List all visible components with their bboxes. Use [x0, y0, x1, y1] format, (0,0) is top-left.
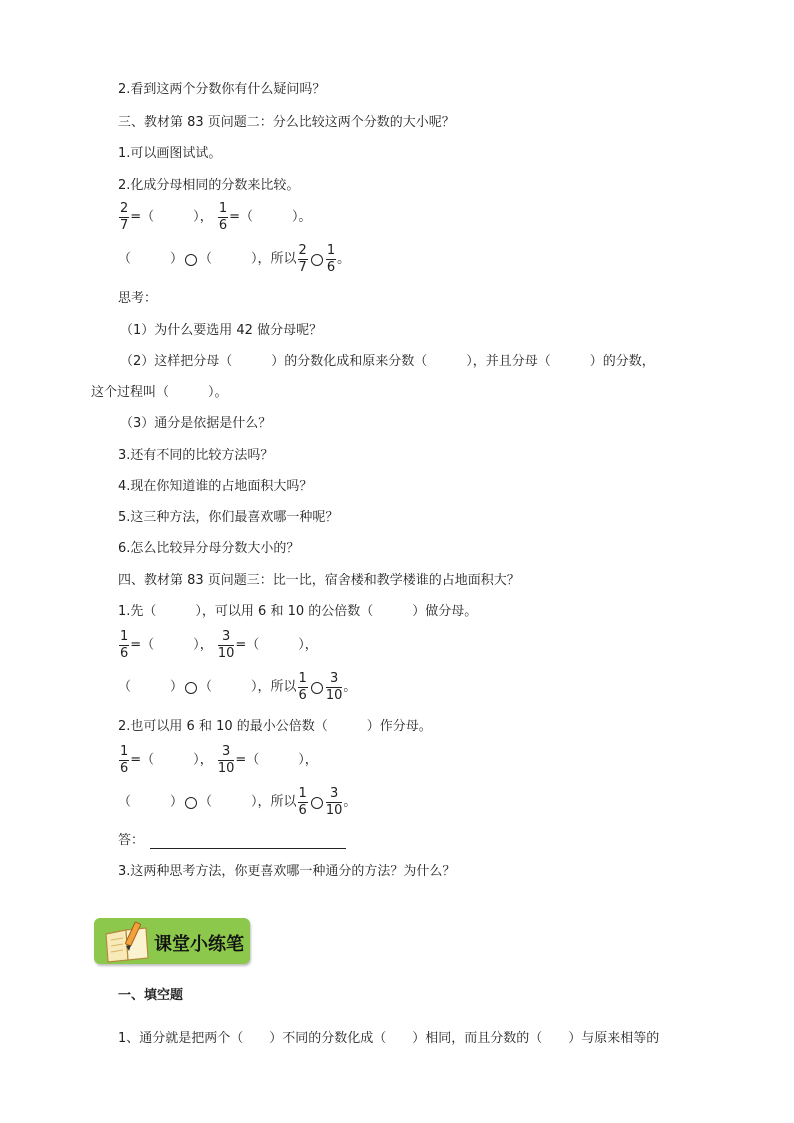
think-label: 思考：	[118, 291, 158, 306]
question-2: 2.看到这两个分数你有什么疑问吗？	[118, 82, 326, 97]
item-1-draw: 1.可以画图试试。	[118, 146, 222, 161]
item-2-common-denominator: 2.化成分母相同的分数来比较。	[118, 178, 300, 193]
fraction-1-6: $\frac{1}{6}$	[298, 671, 307, 703]
item-6: 6.怎么比较异分母分数大小的？	[118, 541, 300, 556]
fraction-conversion-row-3: $\frac{1}{6}$ =（ ）， $\frac{3}{10}$ =（ ），	[120, 744, 318, 776]
practice-section-title: 课堂小练笔	[154, 934, 244, 955]
item-5: 5.这三种方法，你们最喜欢哪一种呢？	[118, 510, 339, 525]
fraction-3-10: $\frac{3}{10}$	[325, 786, 343, 818]
comparison-row-1: （ ） （ ），所以 $\frac{2}{7}$ $\frac{1}{6}$ 。	[118, 243, 351, 275]
answer-blank[interactable]	[150, 848, 346, 849]
compare-circle[interactable]	[311, 682, 323, 694]
fraction-conversion-row-1: $\frac{2}{7}$ =（ ）， $\frac{1}{6}$ =（ ）。	[120, 201, 312, 233]
compare-circle[interactable]	[185, 797, 197, 809]
answer-label: 答：	[118, 833, 145, 848]
compare-circle[interactable]	[311, 254, 323, 266]
fraction-1-6: $\frac{1}{6}$	[218, 201, 228, 233]
fraction-1-6: $\frac{1}{6}$	[120, 744, 129, 776]
fill-in-question-1: 1、通分就是把两个（ ）不同的分数化成（ ）相同，而且分数的（ ）与原来相等的	[118, 1031, 660, 1046]
compare-circle[interactable]	[311, 797, 323, 809]
think-question-3: （3）通分是依据是什么？	[120, 416, 272, 431]
think-question-2: （2）这样把分母（ ）的分数化成和原来分数（ ），并且分母（ ）的分数，	[120, 354, 655, 369]
fraction-1-6: $\frac{1}{6}$	[326, 243, 336, 275]
section-four-heading: 四、教材第 83 页问题三：比一比，宿舍楼和教学楼谁的占地面积大？	[118, 573, 520, 588]
fraction-1-6: $\frac{1}{6}$	[298, 786, 307, 818]
think-question-1: （1）为什么要选用 42 做分母呢？	[120, 323, 323, 338]
fraction-2-7: $\frac{2}{7}$	[120, 201, 129, 233]
fraction-3-10: $\frac{3}{10}$	[217, 629, 235, 661]
section-three-heading: 三、教材第 83 页问题二：分么比较这两个分数的大小呢？	[118, 115, 455, 130]
answer-row	[118, 833, 346, 849]
compare-circle[interactable]	[185, 682, 197, 694]
fill-in-blank-heading: 一、填空题	[118, 988, 184, 1003]
step-3: 3.这两种思考方法，你更喜欢哪一种通分的方法？为什么？	[118, 864, 456, 879]
fraction-1-6: $\frac{1}{6}$	[120, 629, 129, 661]
fraction-3-10: $\frac{3}{10}$	[325, 671, 343, 703]
item-3: 3.还有不同的比较方法吗？	[118, 448, 274, 463]
compare-circle[interactable]	[185, 254, 197, 266]
item-4: 4.现在你知道谁的占地面积大吗？	[118, 479, 313, 494]
practice-section-badge	[94, 918, 250, 964]
comparison-row-2: （ ） （ ），所以 $\frac{1}{6}$ $\frac{3}{10}$ 。	[118, 671, 357, 703]
comparison-row-3: （ ） （ ），所以 $\frac{1}{6}$ $\frac{3}{10}$ 。	[118, 786, 357, 818]
think-question-2-cont: 这个过程叫（ ）。	[91, 385, 228, 400]
step-2: 2.也可以用 6 和 10 的最小公倍数（ ）作分母。	[118, 719, 432, 734]
fraction-2-7: $\frac{2}{7}$	[298, 243, 307, 275]
open-book-pencil-icon	[102, 920, 154, 964]
step-1: 1.先（ ），可以用 6 和 10 的公倍数（ ）做分母。	[118, 604, 478, 619]
fraction-3-10: $\frac{3}{10}$	[217, 744, 235, 776]
fraction-conversion-row-2: $\frac{1}{6}$ =（ ）， $\frac{3}{10}$ =（ ），	[120, 629, 318, 661]
